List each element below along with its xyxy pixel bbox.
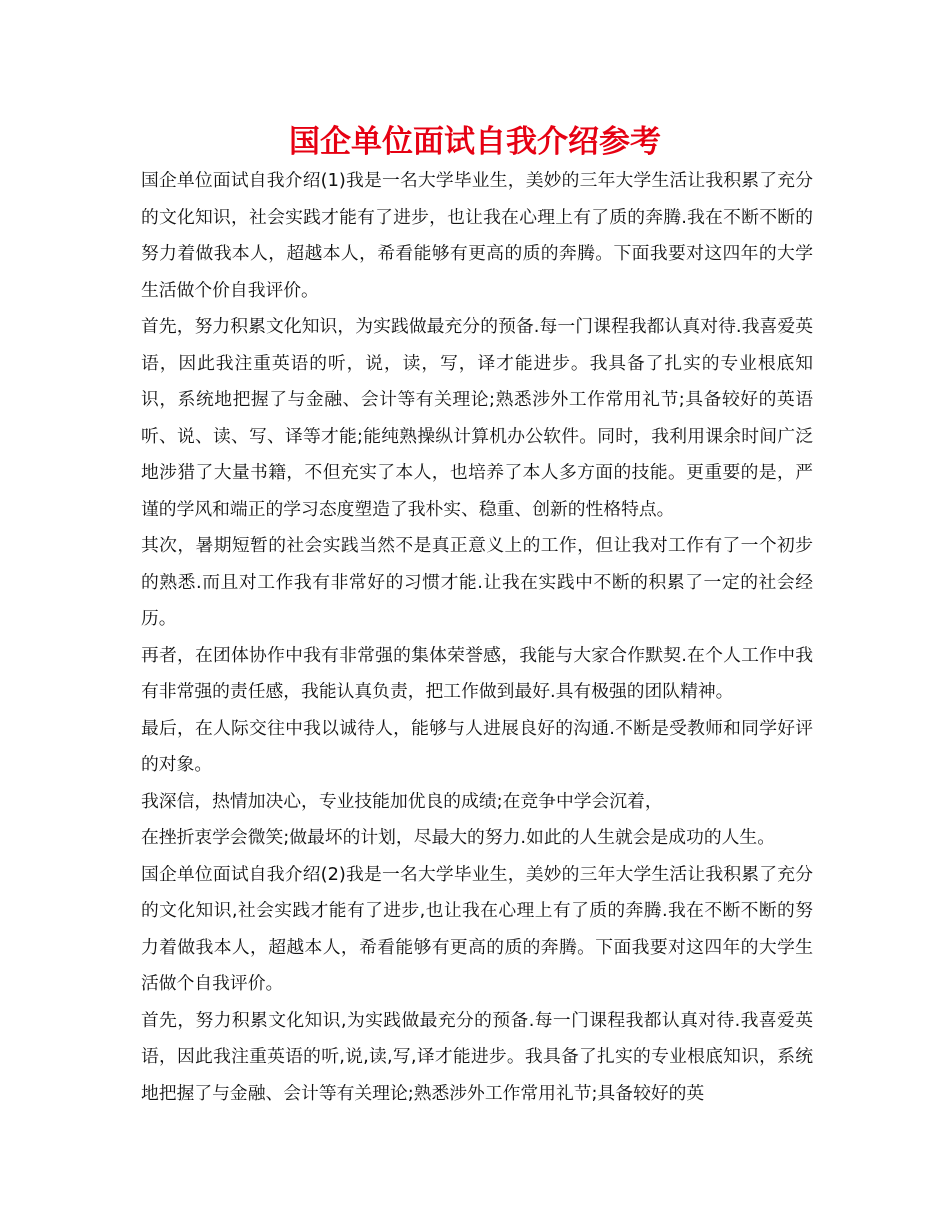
paragraph-intro-1: 国企单位面试自我介绍(1)我是一名大学毕业生，美妙的三年大学生活让我积累了充分的文化知识，社会实践才能有了进步，也让我在心理上有了质的奔腾.我在不断不断的努力着做我本人，超越本人，希看能够有更高的质的奔腾。下面我要对这四年的大学生活做个价自我评价。 — [141, 170, 813, 301]
paragraph-third-teamwork: 再者，在团体协作中我有非常强的集体荣誉感，我能与大家合作默契.在个人工作中我有非常强的责任感，我能认真负责，把工作做到最好.具有极强的团队精神。 — [141, 644, 813, 702]
paragraph-setback: 在挫折衷学会微笑;做最坏的计划，尽最大的努力.如此的人生就会是成功的人生。 — [141, 827, 775, 848]
document-body — [141, 163, 813, 1112]
paragraph-first-knowledge: 首先，努力积累文化知识，为实践做最充分的预备.每一门课程我都认真对待.我喜爱英语，因此我注重英语的听，说，读，写，译才能进步。我具备了扎实的专业根底知识，系统地把握了与金融、会计等有关理论;熟悉涉外工作常用礼节;具备较好的英语听、说、读、写、译等才能;能纯熟操纵计算机办公软件。同时，我利用课余时间广泛地涉猎了大量书籍，不但充实了本人，也培养了本人多方面的技能。更重要的是，严谨的学风和端正的学习态度塑造了我朴实、稳重、创新的性格特点。 — [141, 316, 813, 520]
paragraph-first-knowledge-2: 首先，努力积累文化知识,为实践做最充分的预备.每一门课程我都认真对待.我喜爱英语，因此我注重英语的听,说,读,写,译才能进步。我具备了扎实的专业根底知识，系统地把握了与金融、会计等有关理论;熟悉涉外工作常用礼节;具备较好的英 — [141, 1009, 813, 1104]
paragraph-last-interpersonal: 最后，在人际交往中我以诚待人，能够与人进展良好的沟通.不断是受教师和同学好评的对象。 — [141, 717, 813, 775]
paragraph-second-practice: 其次，暑期短暂的社会实践当然不是真正意义上的工作，但让我对工作有了一个初步的熟悉.而且对工作我有非常好的习惯才能.让我在实践中不断的积累了一定的社会经历。 — [141, 535, 813, 629]
paragraph-belief: 我深信，热情加决心，专业技能加优良的成绩;在竞争中学会沉着， — [141, 790, 663, 812]
paragraph-intro-2: 国企单位面试自我介绍(2)我是一名大学毕业生，美妙的三年大学生活让我积累了充分的文化知识,社会实践才能有了进步,也让我在心理上有了质的奔腾.我在不断不断的努力着做我本人，超越本人，希看能够有更高的质的奔腾。下面我要对这四年的大学生活做个自我评价。 — [141, 863, 813, 994]
document-title: 国企单位面试自我介绍参考 — [289, 124, 661, 160]
